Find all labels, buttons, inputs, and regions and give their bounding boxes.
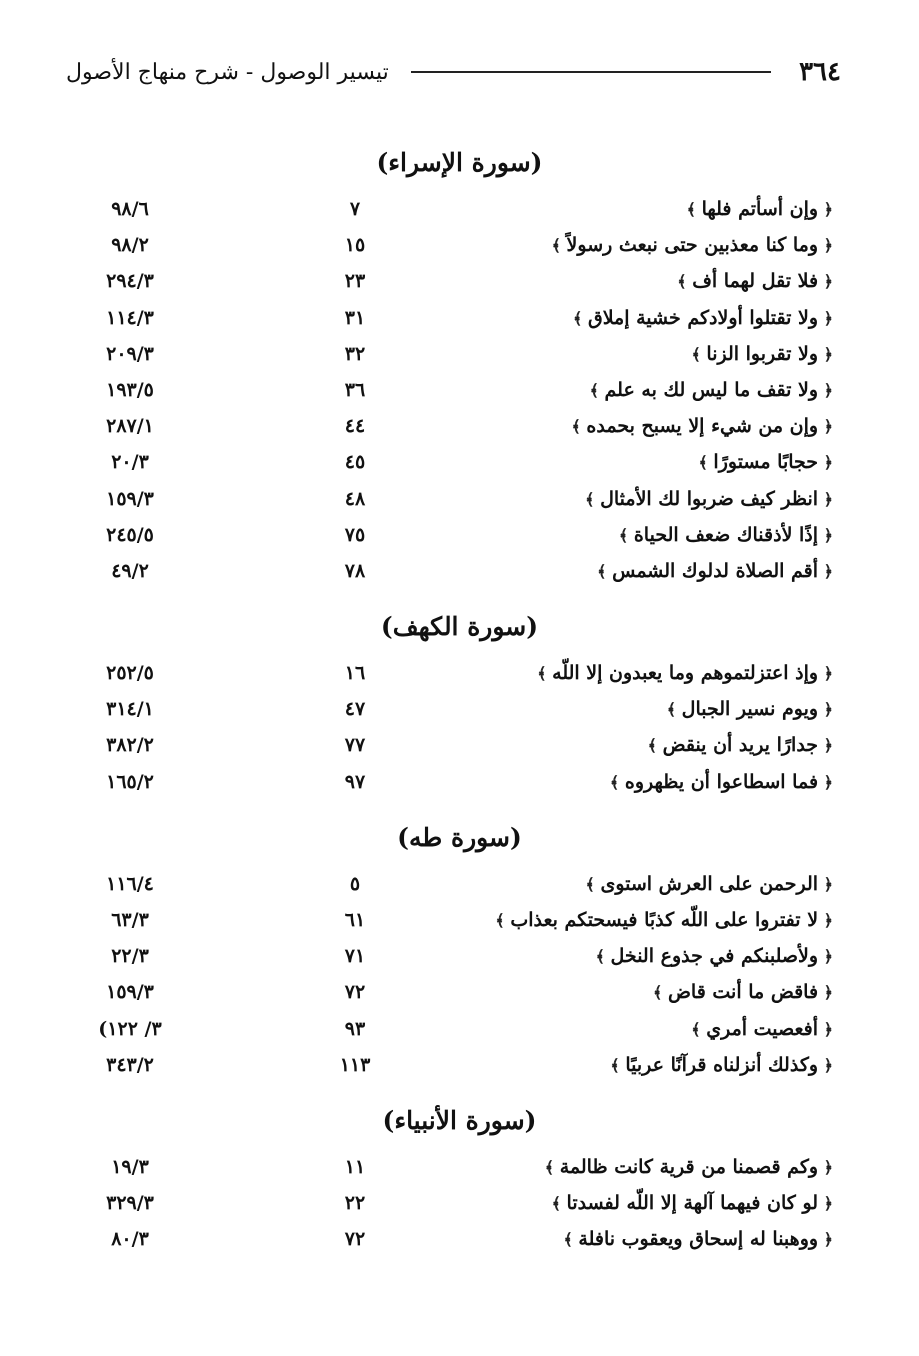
ornate-bracket-open-icon: ﴿ <box>818 236 833 256</box>
ornate-bracket-open-icon: ﴿ <box>818 947 833 967</box>
verse-number: ٣٢ <box>344 342 366 365</box>
surah-title: (سورة الأنبياء) <box>382 1105 537 1135</box>
verse-number: ٤٧ <box>344 698 366 721</box>
header-rule <box>411 71 771 73</box>
ornate-bracket-open-icon: ﴿ <box>818 1055 833 1075</box>
ornate-bracket-close-icon: ﴾ <box>610 1055 626 1075</box>
page-reference: ١١٦/٤ <box>106 872 154 895</box>
verse-text: إذًا لأذقناك ضعف الحياة <box>633 523 819 546</box>
verse-text: وما كنا معذبين حتى نبعث رسولاً <box>566 234 819 257</box>
page-reference: ٦٣/٣ <box>111 909 149 931</box>
verse-number: ١١ <box>344 1155 366 1178</box>
ornate-bracket-open-icon: ﴿ <box>818 308 833 328</box>
verse-text-wrapper <box>653 974 833 1011</box>
page-reference: ٤٩/٢ <box>111 559 149 582</box>
verse-text: الرحمن على العرش استوى <box>600 872 819 895</box>
verse-text: وكم قصمنا من قرية كانت ظالمة <box>559 1155 819 1178</box>
ornate-bracket-open-icon: ﴿ <box>818 200 833 219</box>
index-row <box>0 1011 919 1047</box>
ornate-bracket-open-icon: ﴿ <box>818 453 833 473</box>
verse-text: ولا تقتلوا أولادكم خشية إملاق <box>587 306 819 329</box>
verse-text: انظر كيف ضربوا لك الأمثال <box>600 487 819 510</box>
verse-text: جدارًا يريد أن ينقض <box>662 734 819 757</box>
verse-text-wrapper <box>585 481 833 518</box>
index-row <box>0 655 919 691</box>
page-reference: ١٥٩/٣ <box>106 487 154 510</box>
page-reference: ٣٢٩/٣ <box>106 1192 154 1215</box>
ornate-bracket-close-icon: ﴾ <box>544 1157 560 1177</box>
page-reference: ٢٥٢/٥ <box>106 662 154 685</box>
index-row <box>0 866 919 902</box>
verse-number: ٤٨ <box>344 487 366 510</box>
verse-text-wrapper <box>537 655 833 692</box>
verse-text: ووهبنا له إسحاق ويعقوب نافلة <box>578 1228 819 1251</box>
ornate-bracket-close-icon: ﴾ <box>652 983 668 1003</box>
index-row <box>0 263 919 299</box>
surah-section <box>0 135 919 589</box>
verse-text-wrapper <box>563 1221 833 1258</box>
verse-text-wrapper <box>698 444 833 481</box>
verse-text: أقم الصلاة لدلوك الشمس <box>612 559 819 582</box>
index-row <box>0 444 919 480</box>
ornate-bracket-open-icon: ﴿ <box>818 417 833 437</box>
page-reference: ٣٤٣/٢ <box>106 1053 154 1076</box>
surah-section <box>0 599 919 800</box>
index-row <box>0 727 919 763</box>
verse-text-wrapper <box>571 408 833 445</box>
verse-number: ٩٧ <box>344 770 366 793</box>
verse-text: وكذلك أنزلناه قرآنًا عربيًا <box>625 1053 819 1076</box>
verse-text-wrapper <box>648 727 833 764</box>
verse-text-wrapper <box>610 764 833 801</box>
ornate-bracket-open-icon: ﴿ <box>818 525 833 545</box>
index-row <box>0 938 919 974</box>
ornate-bracket-open-icon: ﴿ <box>818 1019 833 1039</box>
verse-text: ولا تقربوا الزنا <box>706 342 819 365</box>
ornate-bracket-close-icon: ﴾ <box>647 736 663 756</box>
ornate-bracket-open-icon: ﴿ <box>818 736 833 756</box>
verse-number: ٤٤ <box>344 415 366 438</box>
ornate-bracket-open-icon: ﴿ <box>818 983 833 1003</box>
verse-text-wrapper <box>597 553 833 590</box>
verse-number: ٧٢ <box>344 1228 366 1251</box>
page-header <box>66 52 841 92</box>
ornate-bracket-open-icon: ﴿ <box>818 772 833 792</box>
index-row <box>0 902 919 938</box>
verse-number: ٣١ <box>344 306 366 329</box>
page-reference: (٣/ ١٢٢ <box>98 1017 162 1040</box>
verse-text: وإن أسأتم فلها <box>701 198 819 220</box>
index-row <box>0 227 919 263</box>
verse-text: فما اسطاعوا أن يظهروه <box>624 770 819 793</box>
page-reference: ٢٤٥/٥ <box>106 523 154 546</box>
verse-text-wrapper <box>552 227 833 264</box>
verse-number: ٧٥ <box>344 523 366 546</box>
ornate-bracket-open-icon: ﴿ <box>818 700 833 720</box>
ornate-bracket-close-icon: ﴾ <box>691 344 707 364</box>
verse-text-wrapper <box>495 902 833 939</box>
verse-index <box>0 125 919 1258</box>
page-reference: ١٦٥/٢ <box>106 770 154 793</box>
page-reference: ١١٤/٣ <box>106 306 154 329</box>
verse-number: ٣٦ <box>344 378 366 401</box>
verse-text-wrapper <box>619 517 833 554</box>
index-row <box>0 336 919 372</box>
index-row <box>0 517 919 553</box>
verse-text-wrapper <box>590 372 833 409</box>
index-row <box>0 1047 919 1083</box>
ornate-bracket-close-icon: ﴾ <box>585 874 601 894</box>
verse-text: أفعصيت أمري <box>706 1017 819 1040</box>
verse-text-wrapper <box>573 300 833 337</box>
surah-section <box>0 810 919 1083</box>
verse-text: ويوم نسير الجبال <box>681 698 819 721</box>
ornate-bracket-open-icon: ﴿ <box>818 489 833 509</box>
verse-number: ١١٣ <box>339 1053 371 1076</box>
page-reference: ٢٢/٣ <box>111 945 149 968</box>
ornate-bracket-close-icon: ﴾ <box>585 489 601 509</box>
ornate-bracket-open-icon: ﴿ <box>818 1157 833 1177</box>
verse-number: ٧٨ <box>344 559 366 582</box>
page-reference: ٢٩٤/٣ <box>106 270 154 293</box>
index-row <box>0 372 919 408</box>
ornate-bracket-open-icon: ﴿ <box>818 1194 833 1214</box>
index-row <box>0 191 919 227</box>
page-reference: ٩٨/٦ <box>111 198 149 220</box>
verse-text-wrapper <box>552 1185 833 1222</box>
ornate-bracket-open-icon: ﴿ <box>818 1230 833 1250</box>
ornate-bracket-close-icon: ﴾ <box>573 308 588 328</box>
ornate-bracket-close-icon: ﴾ <box>597 561 613 581</box>
surah-section <box>0 1093 919 1258</box>
verse-text-wrapper <box>610 1047 833 1084</box>
verse-number: ٧٢ <box>344 981 366 1004</box>
ornate-bracket-close-icon: ﴾ <box>677 272 693 292</box>
ornate-bracket-close-icon: ﴾ <box>495 911 511 930</box>
ornate-bracket-close-icon: ﴾ <box>691 1019 707 1039</box>
index-row <box>0 553 919 589</box>
page-reference: ٢٠٩/٣ <box>106 342 154 365</box>
page-reference: ٣٨٢/٢ <box>106 734 154 757</box>
index-row <box>0 408 919 444</box>
index-row <box>0 300 919 336</box>
verse-text-wrapper <box>667 691 833 728</box>
ornate-bracket-open-icon: ﴿ <box>818 272 833 292</box>
ornate-bracket-close-icon: ﴾ <box>618 525 634 545</box>
ornate-bracket-close-icon: ﴾ <box>551 236 567 256</box>
ornate-bracket-open-icon: ﴿ <box>818 561 833 581</box>
verse-text-wrapper <box>545 1149 833 1186</box>
surah-title: (سورة الإسراء) <box>376 148 543 177</box>
index-row <box>0 1185 919 1221</box>
verse-number: ٢٣ <box>344 270 366 293</box>
verse-text: فاقض ما أنت قاض <box>667 981 819 1004</box>
verse-number: ٧ <box>349 198 361 220</box>
index-row <box>0 1149 919 1185</box>
verse-number: ٧٧ <box>344 734 366 757</box>
page-reference: ٢٨٧/١ <box>106 415 154 438</box>
page-reference: ٩٨/٢ <box>111 234 149 257</box>
verse-number: ١٦ <box>344 662 366 685</box>
verse-number: ١٥ <box>344 234 366 257</box>
surah-title: (سورة طه) <box>397 822 522 852</box>
ornate-bracket-open-icon: ﴿ <box>818 380 833 400</box>
verse-text: فلا تقل لهما أف <box>692 270 819 293</box>
verse-number: ٤٥ <box>344 451 366 474</box>
index-row <box>0 974 919 1010</box>
ornate-bracket-close-icon: ﴾ <box>686 200 702 219</box>
ornate-bracket-close-icon: ﴾ <box>589 380 605 400</box>
page-reference: ١٩٣/٥ <box>106 378 154 401</box>
verse-number: ٦١ <box>344 909 366 931</box>
verse-text-wrapper <box>691 1011 833 1048</box>
verse-text-wrapper <box>677 263 833 300</box>
index-row <box>0 764 919 800</box>
book-title: تيسير الوصول - شرح منهاج الأصول <box>66 59 389 85</box>
ornate-bracket-close-icon: ﴾ <box>609 772 625 792</box>
verse-text-wrapper <box>596 938 833 975</box>
index-row <box>0 1221 919 1257</box>
verse-text-wrapper <box>691 336 833 373</box>
page-number: ٣٦٤ <box>799 57 841 87</box>
ornate-bracket-close-icon: ﴾ <box>595 947 611 967</box>
verse-text: وإذ اعتزلتموهم وما يعبدون إلا اللّه <box>552 662 819 685</box>
verse-text: لو كان فيهما آلهة إلا اللّه لفسدتا <box>566 1192 819 1215</box>
verse-number: ٩٣ <box>344 1017 366 1040</box>
ornate-bracket-close-icon: ﴾ <box>698 453 714 473</box>
page-reference: ٣١٤/١ <box>106 698 154 721</box>
index-row <box>0 691 919 727</box>
page-reference: ١٥٩/٣ <box>106 981 154 1004</box>
ornate-bracket-close-icon: ﴾ <box>551 1194 567 1214</box>
ornate-bracket-open-icon: ﴿ <box>818 344 833 364</box>
ornate-bracket-close-icon: ﴾ <box>666 700 682 720</box>
verse-text: لا تفتروا على اللّه كذبًا فيسحتكم بعذاب <box>510 909 819 931</box>
ornate-bracket-open-icon: ﴿ <box>818 874 833 894</box>
index-row <box>0 481 919 517</box>
verse-text: حجابًا مستورًا <box>713 451 819 474</box>
verse-text-wrapper <box>586 866 834 903</box>
verse-number: ٢٢ <box>344 1192 366 1215</box>
verse-number: ٥ <box>349 872 361 895</box>
ornate-bracket-close-icon: ﴾ <box>563 1230 579 1250</box>
surah-title: (سورة الكهف) <box>380 612 539 642</box>
ornate-bracket-open-icon: ﴿ <box>818 911 833 930</box>
ornate-bracket-close-icon: ﴾ <box>537 664 553 684</box>
verse-number: ٧١ <box>344 945 366 968</box>
ornate-bracket-open-icon: ﴿ <box>818 664 833 684</box>
page-reference: ٢٠/٣ <box>111 451 149 474</box>
page-reference: ٨٠/٣ <box>111 1228 149 1251</box>
verse-text: وإن من شيء إلا يسبح بحمده <box>586 415 819 438</box>
verse-text: ولا تقف ما ليس لك به علم <box>604 378 819 401</box>
ornate-bracket-close-icon: ﴾ <box>571 417 587 437</box>
page-reference: ١٩/٣ <box>111 1155 149 1178</box>
verse-text-wrapper <box>687 191 833 228</box>
verse-text: ولأصلبنكم في جذوع النخل <box>610 945 819 968</box>
